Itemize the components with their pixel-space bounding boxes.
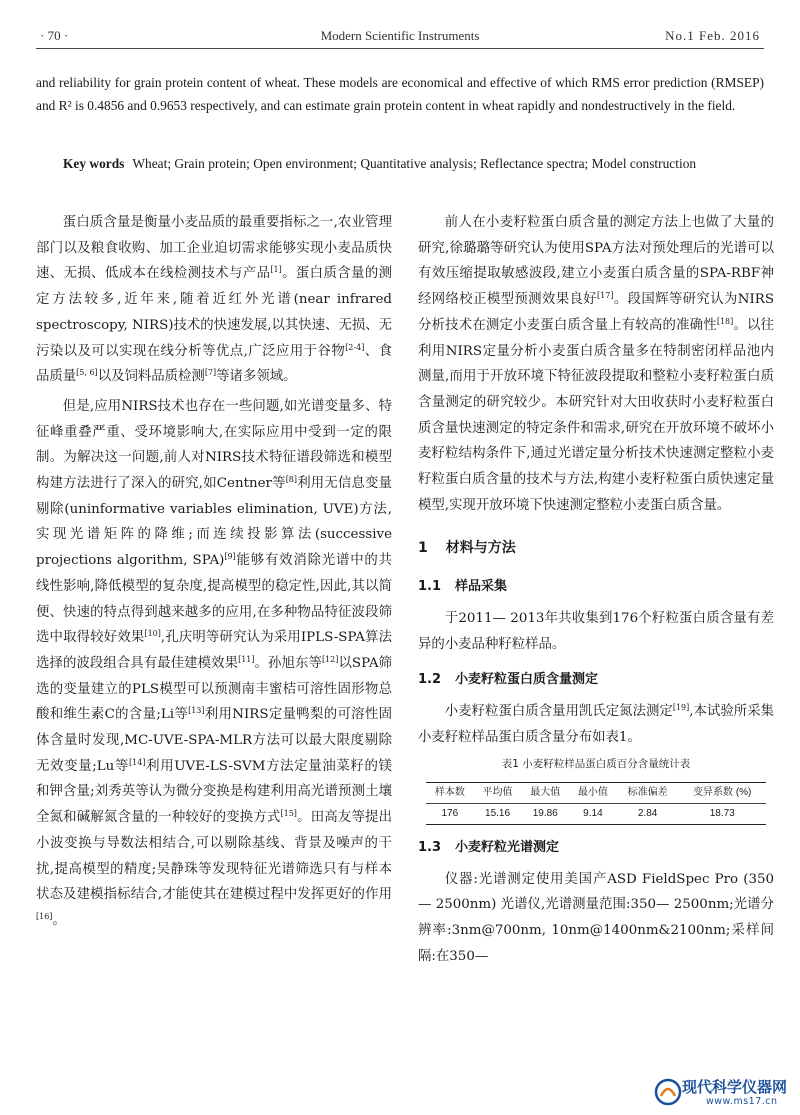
table-header-cell: 标准偏差 — [627, 787, 668, 799]
section-1-2-text: 小麦籽粒蛋白质含量用凯氏定氮法测定[19],本试验所采集小麦籽粒样品蛋白质含量分布如表1。 — [418, 702, 775, 745]
citation: [19] — [672, 702, 690, 712]
abstract-continuation — [36, 71, 764, 117]
intro-paragraph-1: 蛋白质含量是衡量小麦品质的最重要指标之一,农业管理部门以及粮食收购、加工企业迫切需求能够实现小麦品质快速、无损、低成本在线检测技术与产品[1]。蛋白质含量的测定方法较多,近年来,随着近红外光谱(near infrared spectroscopy, NIRS)技术的快速发展,以其快速、无损、无污染以及可以实现在线分析等优点,广泛应用于谷物[2-4]、食品质量[5, 6]以及饲料品质检测[7]等诸多领域。 — [36, 215, 393, 385]
journal-title: Modern Scientific Instruments — [320, 28, 480, 43]
keywords — [63, 153, 768, 175]
table-row — [426, 804, 766, 825]
watermark-url: www.ms17.cn — [706, 1096, 778, 1107]
intro-paragraph-2: 但是,应用NIRS技术也存在一些问题,如光谱变量多、特征峰重叠严重、受环境影响大,在实际应用中受到一定的限制。为解决这一问题,前人对NIRS技术特征谱段筛选和模型构建方法进行了深入的研究,如Centner等[8]利用无信息变量剔除(uninformative variables elimination, UVE)方法,实现光谱矩阵的降维;而连续投影算法(successive projections algorithm, SPA)[9]能够有效消除光谱中的共线性影响,降低模型的复杂度,提高模型的稳定性,因此,其以简便、快速的特点得到越来越多的应用,在多种物品特征波段筛选中取得较好效果[10],孔庆明等研究认为采用IPLS-SPA算法选择的波段组合具有最佳建模效果[11]。孙旭东等[12]以SPA筛选的变量建立的PLS模型可以预测南丰蜜桔可溶性固形物总酸和维生素C的含量;Li等[13]利用NIRS定量鸭梨的可溶性固体含量时发现,MC-UVE-SPA-MLR方法可以最大限度剔除无效变量;Lu等[14]利用UVE-LS-SVM方法定量油菜籽的镁和钾含量;刘秀英等认为微分变换是构建利用高光谱预测土壤全氮和碱解氮含量的一种较好的变换方式[15]。田高友等提出小波变换与导数法相结合,可以剔除基线、背景及噪声的干扰,提高模型的精度;吴静珠等发现特征光谱筛选只有与样本状态及建模指标结合,才能使其在建模过程中发挥更好的作用[16]。 — [36, 398, 393, 928]
citation: [13] — [188, 706, 205, 716]
table-caption: 表1 小麦籽粒样品蛋白质百分含量统计表 — [501, 758, 691, 771]
citation: [17] — [597, 291, 614, 301]
citation: [18] — [716, 316, 734, 326]
citation: [11] — [238, 654, 255, 664]
table-cell: 19.86 — [532, 808, 558, 820]
keywords-text: Wheat; Grain protein; Open environment; Quantitative analysis; Reflectance spectra; Model construction — [132, 156, 697, 171]
running-header — [40, 26, 760, 48]
table-cell: 9.14 — [583, 808, 603, 820]
left-column — [36, 210, 392, 934]
right-column — [418, 210, 774, 970]
table-cell: 18.73 — [709, 808, 735, 820]
watermark-name: 现代科学仪器网 — [682, 1078, 788, 1096]
citation: [14] — [129, 757, 146, 767]
issue-info: No.1 Feb. 2016 — [665, 28, 760, 43]
citation: [16] — [36, 911, 53, 921]
section-heading-1: 1 材料与方法 — [418, 540, 516, 557]
intro-paragraph-3: 前人在小麦籽粒蛋白质含量的测定方法上也做了大量的研究,徐璐璐等研究认为使用SPA方法对预处理后的光谱可以有效压缩提取敏感波段,建立小麦蛋白质含量的SPA-RBF神经网络校正模型预测效果良好[17]。段国辉等研究认为NIRS分析技术在测定小麦蛋白质含量上有较高的准确性[18]。以往利用NIRS定量分析小麦蛋白质含量多在特制密闭样品池内测量,而用于开放环境下特征波段提取和整粒小麦籽粒蛋白质含量测定的研究较少。本研究针对大田收获时小麦籽粒蛋白质含量快速测定的特定条件和需求,研究在开放环境不破坏小麦籽粒结构条件下,通过光谱定量分析技术快速测定整粒小麦籽粒蛋白质含量的技术与方法,构建小麦籽粒蛋白质快速定量模型,实现开放环境下快速测定整粒小麦蛋白质含量。 — [418, 215, 775, 513]
citation: [7] — [204, 368, 217, 378]
section-heading-1-1: 1.1 样品采集 — [418, 579, 508, 595]
section-heading-1-3: 1.3 小麦籽粒光谱测定 — [418, 840, 560, 856]
citation: [9] — [224, 552, 236, 562]
table-header-cell: 平均值 — [482, 787, 513, 799]
table-header-cell: 最小值 — [577, 787, 608, 799]
section-heading-1-2: 1.2 小麦籽粒蛋白质含量测定 — [418, 672, 599, 688]
page-number: · 70 · — [40, 28, 69, 43]
section-1-1-text: 于2011— 2013年共收集到176个籽粒蛋白质含量有差异的小麦品种籽粒样品。 — [418, 610, 774, 652]
citation: [15] — [280, 809, 297, 819]
citation: [12] — [321, 654, 339, 664]
citation: [1] — [270, 265, 282, 275]
header-rule — [36, 48, 764, 49]
watermark-logo-icon — [654, 1078, 682, 1106]
section-1-3-text: 仪器:光谱测定使用美国产ASD FieldSpec Pro (350— 2500nm) 光谱仪,光谱测量范围:350— 2500nm;光谱分辨率:3nm@700nm, 10nm@1400nm&2100nm;采样间隔:在350— — [418, 871, 774, 964]
citation: [8] — [285, 475, 298, 485]
site-watermark — [652, 1076, 800, 1112]
table-cell: 176 — [441, 808, 459, 820]
table-cell: 15.16 — [485, 808, 511, 820]
citation: [10] — [144, 629, 161, 639]
table-header-cell: 最大值 — [530, 787, 561, 799]
abstract-text: and reliability for grain protein content of wheat. These models are economical and effective of which RMS error prediction (RMSEP) and R² is 0.4856 and 0.9653 respectively, and can estimate grain protein content in wheat rapidly and nondestructively in the field. — [36, 75, 764, 113]
table-header-cell: 样本数 — [434, 787, 465, 799]
citation: [2-4] — [345, 342, 365, 352]
table-header-cell: 变异系数 (%) — [693, 787, 752, 799]
table-cell: 2.84 — [637, 808, 658, 820]
citation: [5, 6] — [76, 368, 98, 378]
keywords-label: Key words — [63, 156, 125, 171]
table-header-row — [426, 783, 766, 804]
protein-stats-table — [426, 782, 766, 825]
